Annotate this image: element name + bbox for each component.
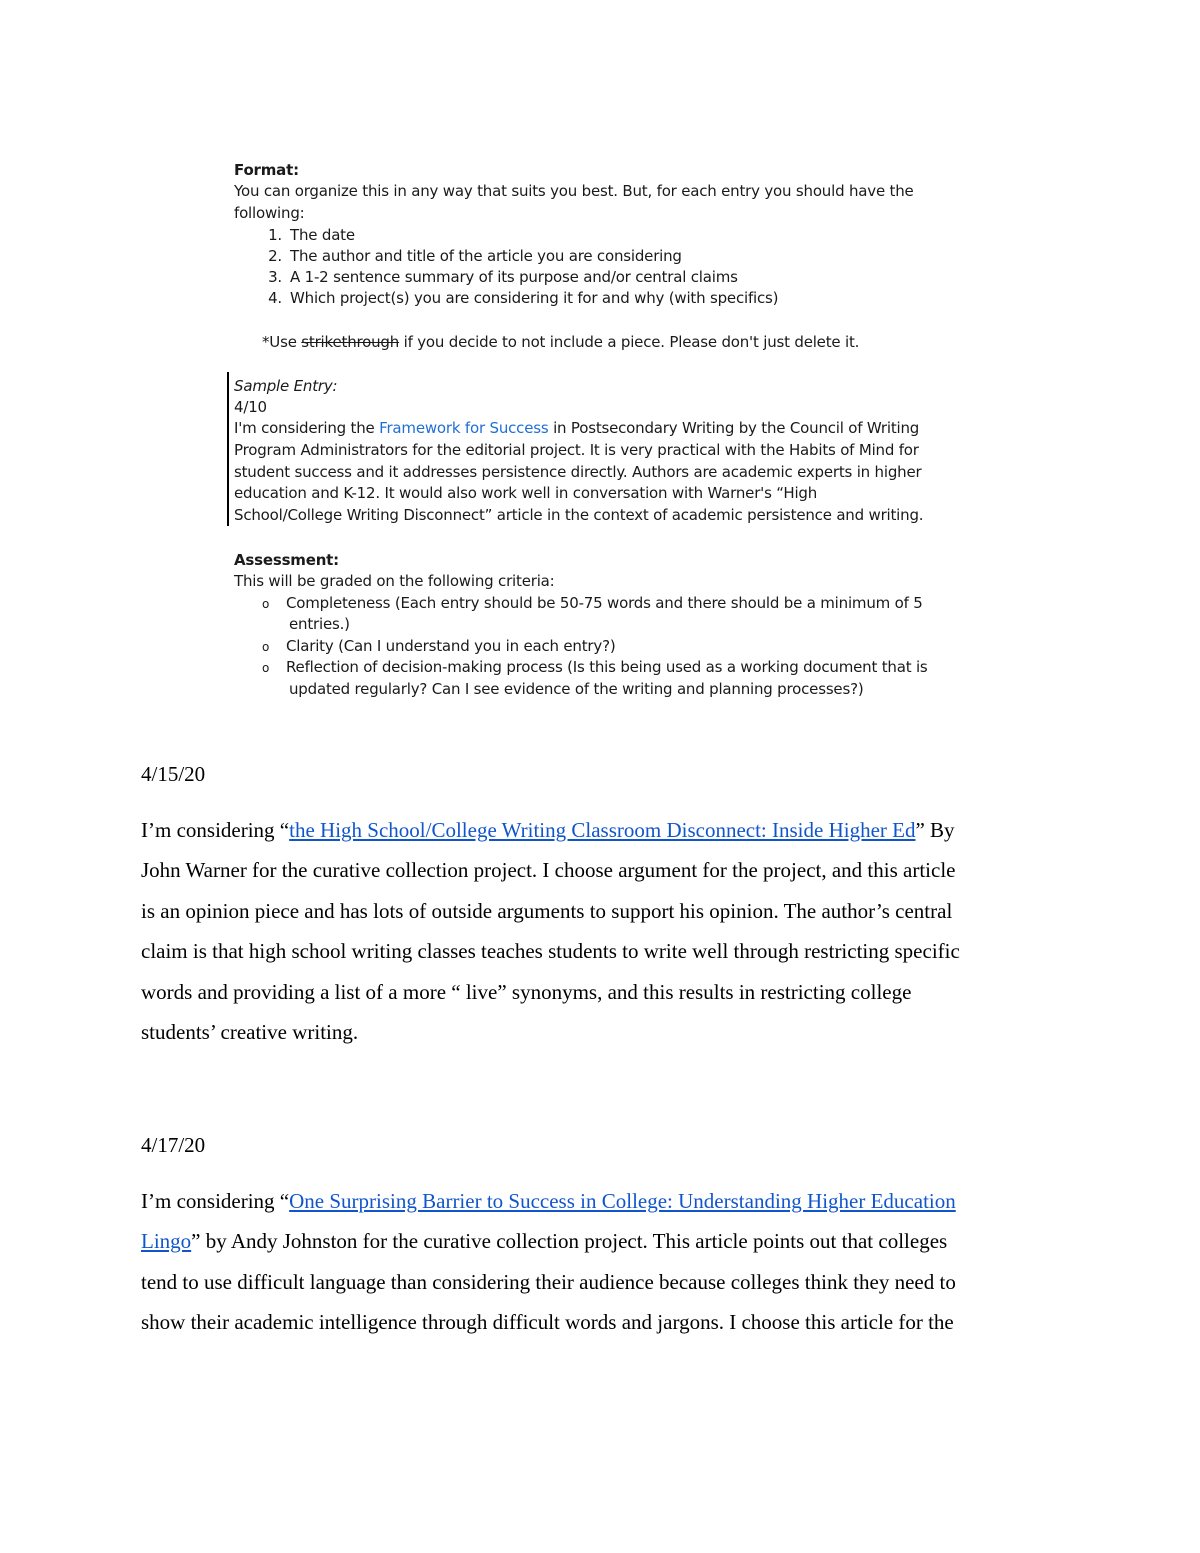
entry-date: 4/17/20	[141, 1133, 206, 1157]
list-number: 2.	[268, 247, 282, 265]
format-intro-line-2: following:	[234, 204, 305, 222]
list-number: 1.	[268, 226, 282, 244]
criteria-text: Reflection of decision-making process (Is this being used as a working document that is	[286, 658, 928, 676]
entry-text: I’m considering “	[141, 818, 290, 842]
criteria-text: Completeness (Each entry should be 50-75 words and there should be a minimum of 5	[286, 594, 923, 612]
sample-entry-line-1	[234, 418, 919, 439]
sample-entry-bar	[227, 372, 229, 526]
entry-line	[141, 1186, 956, 1216]
entry-text: ” by Andy Johnston for the curative collection project. This article points out that colleges	[191, 1229, 948, 1253]
warner-article-link[interactable]: the High School/College Writing Classroom Disconnect: Inside Higher Ed	[289, 818, 916, 842]
entry-line: show their academic intelligence through difficult words and jargons. I choose this article for the	[141, 1310, 954, 1334]
entry-date: 4/15/20	[141, 762, 206, 786]
hollow-bullet-icon: o	[262, 640, 270, 654]
sample-entry-line-5: School/College Writing Disconnect” article in the context of academic persistence and writing.	[234, 506, 924, 524]
entry-line: claim is that high school writing classes teaches students to write well through restricting specific	[141, 939, 960, 963]
list-number: 4.	[268, 289, 282, 307]
sample-entry-label: Sample Entry:	[234, 377, 338, 395]
list-text: The date	[290, 226, 355, 244]
assessment-intro: This will be graded on the following criteria:	[234, 572, 555, 590]
note-strike-word: strikethrough	[301, 333, 400, 351]
hollow-bullet-icon: o	[262, 661, 270, 675]
sample-line1-prefix: I'm considering the	[234, 419, 380, 437]
entry-line: is an opinion piece and has lots of outside arguments to support his opinion. The author’s central	[141, 899, 953, 923]
hollow-bullet-icon: o	[262, 597, 270, 611]
criteria-item	[262, 593, 923, 615]
format-list-item	[258, 225, 355, 246]
format-heading: Format:	[234, 161, 299, 179]
entry-line	[141, 1226, 947, 1256]
list-text: The author and title of the article you are considering	[290, 247, 682, 265]
criteria-item-continued: entries.)	[289, 615, 350, 633]
johnston-article-link-continued[interactable]: Lingo	[141, 1229, 192, 1253]
criteria-item	[262, 636, 615, 658]
entry-line	[141, 815, 955, 845]
entry-line: John Warner for the curative collection project. I choose argument for the project, and this article	[141, 858, 956, 882]
strikethrough-note	[262, 332, 859, 353]
list-text: A 1-2 sentence summary of its purpose and/or central claims	[290, 268, 738, 286]
sample-entry-line-4: education and K-12. It would also work well in conversation with Warner's “High	[234, 484, 818, 502]
entry-text: I’m considering “	[141, 1189, 290, 1213]
list-number: 3.	[268, 268, 282, 286]
format-list-item	[258, 246, 682, 267]
framework-link[interactable]: Framework for Success	[379, 419, 549, 437]
note-prefix: *Use	[262, 333, 302, 351]
assessment-heading: Assessment:	[234, 551, 339, 569]
note-suffix: if you decide to not include a piece. Please don't just delete it.	[399, 333, 860, 351]
entry-line: words and providing a list of a more “ live” synonyms, and this results in restricting college	[141, 980, 912, 1004]
sample-entry-line-2: Program Administrators for the editorial project. It is very practical with the Habits of Mind for	[234, 441, 919, 459]
sample-line1-suffix: in Postsecondary Writing by the Council of Writing	[548, 419, 920, 437]
format-intro-line-1: You can organize this in any way that suits you best. But, for each entry you should have the	[234, 182, 914, 200]
format-list-item	[258, 288, 778, 309]
list-text: Which project(s) you are considering it for and why (with specifics)	[290, 289, 779, 307]
criteria-text: Clarity (Can I understand you in each entry?)	[286, 637, 616, 655]
entry-text: ” By	[915, 818, 955, 842]
criteria-item	[262, 657, 928, 679]
johnston-article-link[interactable]: One Surprising Barrier to Success in College: Understanding Higher Education	[289, 1189, 956, 1213]
entry-line: students’ creative writing.	[141, 1020, 359, 1044]
entry-line: tend to use difficult language than considering their audience because colleges think they need to	[141, 1270, 956, 1294]
sample-entry-date: 4/10	[234, 398, 267, 416]
format-list-item	[258, 267, 738, 288]
criteria-item-continued: updated regularly? Can I see evidence of the writing and planning processes?)	[289, 680, 864, 698]
sample-entry-line-3: student success and it addresses persistence directly. Authors are academic experts in higher	[234, 463, 922, 481]
